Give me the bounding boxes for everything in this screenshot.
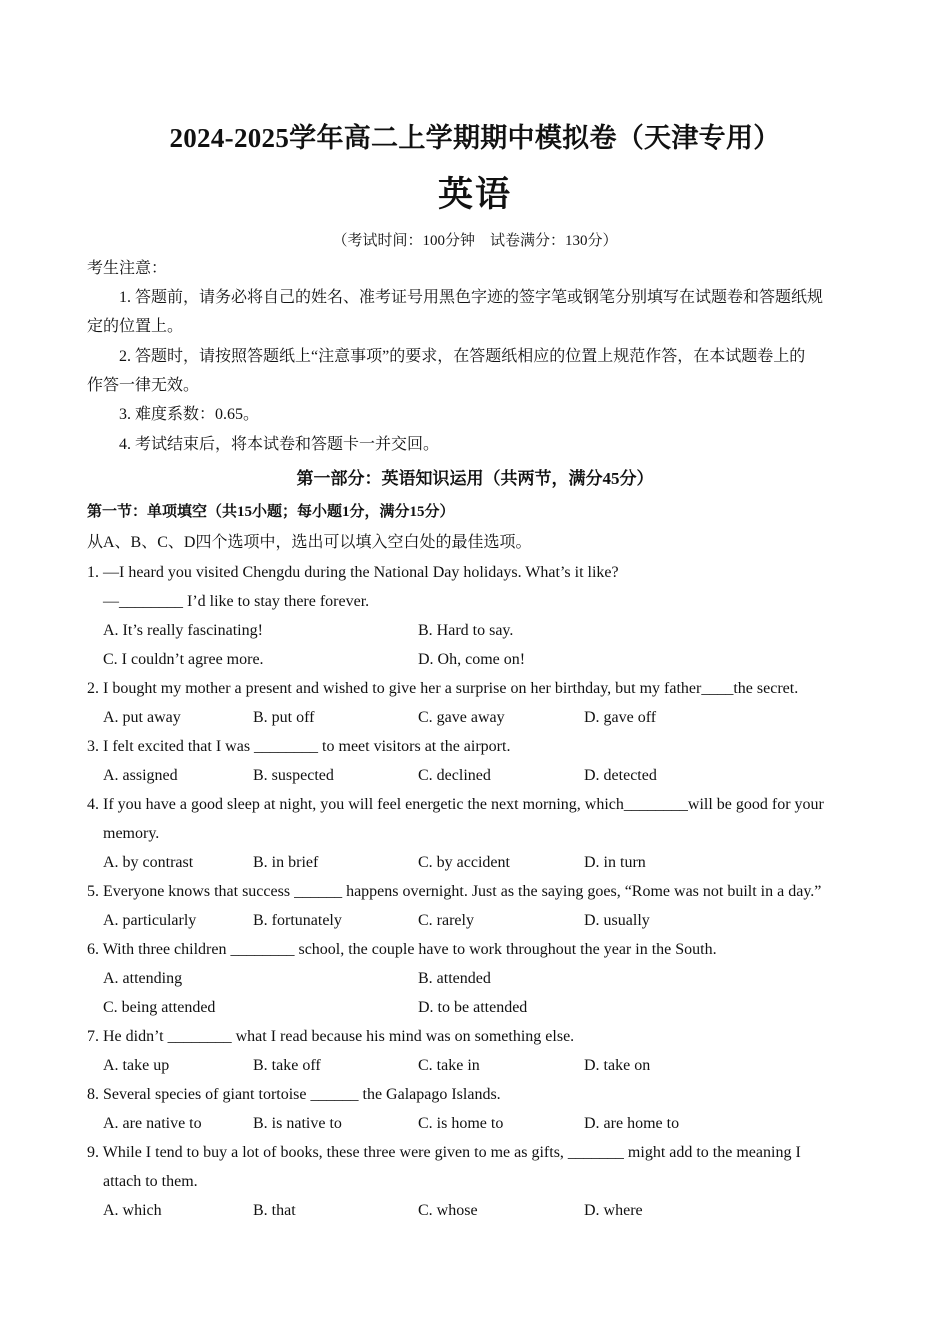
question-4-stem: 4. If you have a good sleep at night, you will feel energetic the next morning, which________will be good for your xyxy=(87,796,824,813)
question-6-option-d: D. to be attended xyxy=(418,999,528,1016)
question-7-option-b: B. take off xyxy=(253,1057,321,1074)
question-1-option-b: B. Hard to say. xyxy=(418,622,514,639)
question-9-option-c: C. whose xyxy=(418,1202,478,1219)
question-3-option-d: D. detected xyxy=(584,767,657,784)
notice-item-2: 2. 答题时，请按照答题纸上“注意事项”的要求，在答题纸相应的位置上规范作答，在本试题卷上的 xyxy=(119,348,806,365)
question-9-option-a: A. which xyxy=(103,1202,162,1219)
notice-item-2-cont: 作答一律无效。 xyxy=(87,377,200,394)
exam-title: 2024-2025学年高二上学期期中模拟卷（天津专用） xyxy=(169,123,781,153)
question-1-stem: 1. —I heard you visited Chengdu during the National Day holidays. What’s it like? xyxy=(87,564,619,581)
question-6-option-b: B. attended xyxy=(418,970,491,987)
notice-item-3: 3. 难度系数：0.65。 xyxy=(119,406,260,423)
question-2-stem: 2. I bought my mother a present and wished to give her a surprise on her birthday, but my father____the secret. xyxy=(87,680,799,697)
question-1-option-c: C. I couldn’t agree more. xyxy=(103,651,264,668)
notice-item-1-cont: 定的位置上。 xyxy=(87,318,184,335)
question-7-option-a: A. take up xyxy=(103,1057,170,1074)
question-2-option-b: B. put off xyxy=(253,709,315,726)
question-4-option-c: C. by accident xyxy=(418,854,510,871)
question-8-stem: 8. Several species of giant tortoise ______ the Galapago Islands. xyxy=(87,1086,501,1103)
question-2-option-d: D. gave off xyxy=(584,709,657,726)
subject-title: 英语 xyxy=(437,175,512,214)
question-4-stem-cont: memory. xyxy=(103,825,160,842)
question-2-option-c: C. gave away xyxy=(418,709,505,726)
question-7-option-d: D. take on xyxy=(584,1057,651,1074)
question-8-option-a: A. are native to xyxy=(103,1115,202,1132)
question-1-option-a: A. It’s really fascinating! xyxy=(103,622,263,639)
question-3-option-c: C. declined xyxy=(418,767,491,784)
question-6-stem: 6. With three children ________ school, the couple have to work throughout the year in the South. xyxy=(87,941,717,958)
question-9-option-d: D. where xyxy=(584,1202,643,1219)
question-5-stem: 5. Everyone knows that success ______ happens overnight. Just as the saying goes, “Rome was not built in a day.” xyxy=(87,883,822,900)
section1-instruction: 从A、B、C、D四个选项中，选出可以填入空白处的最佳选项。 xyxy=(87,534,532,551)
question-4-option-b: B. in brief xyxy=(253,854,319,871)
question-9-option-b: B. that xyxy=(253,1202,296,1219)
question-5-option-c: C. rarely xyxy=(418,912,474,929)
question-5-option-a: A. particularly xyxy=(103,912,197,929)
question-8-option-b: B. is native to xyxy=(253,1115,342,1132)
question-3-option-b: B. suspected xyxy=(253,767,334,784)
question-9-stem: 9. While I tend to buy a lot of books, these three were given to me as gifts, _______ might add to the meaning I xyxy=(87,1144,801,1161)
question-7-stem: 7. He didn’t ________ what I read because his mind was on something else. xyxy=(87,1028,575,1045)
question-8-option-c: C. is home to xyxy=(418,1115,504,1132)
question-1-option-d: D. Oh, come on! xyxy=(418,651,526,668)
part1-heading: 第一部分：英语知识运用（共两节，满分45分） xyxy=(296,469,654,488)
question-6-option-c: C. being attended xyxy=(103,999,216,1016)
notice-item-1: 1. 答题前，请务必将自己的姓名、准考证号用黑色字迹的签字笔或钢笔分别填写在试题卷和答题纸规 xyxy=(119,289,824,306)
question-9-stem-cont: attach to them. xyxy=(103,1173,198,1190)
question-3-stem: 3. I felt excited that I was ________ to meet visitors at the airport. xyxy=(87,738,511,755)
notice-heading: 考生注意： xyxy=(87,260,168,277)
notice-item-4: 4. 考试结束后，将本试卷和答题卡一并交回。 xyxy=(119,436,440,453)
question-5-option-d: D. usually xyxy=(584,912,650,929)
question-4-option-d: D. in turn xyxy=(584,854,646,871)
exam-info: （考试时间：100分钟 试卷满分：130分） xyxy=(332,233,618,249)
question-1-reply: —________ I’d like to stay there forever. xyxy=(103,593,370,610)
question-2-option-a: A. put away xyxy=(103,709,181,726)
question-4-option-a: A. by contrast xyxy=(103,854,194,871)
question-3-option-a: A. assigned xyxy=(103,767,178,784)
question-6-option-a: A. attending xyxy=(103,970,183,987)
question-5-option-b: B. fortunately xyxy=(253,912,342,929)
section1-heading: 第一节：单项填空（共15小题；每小题1分，满分15分） xyxy=(87,504,455,520)
question-8-option-d: D. are home to xyxy=(584,1115,680,1132)
question-7-option-c: C. take in xyxy=(418,1057,480,1074)
